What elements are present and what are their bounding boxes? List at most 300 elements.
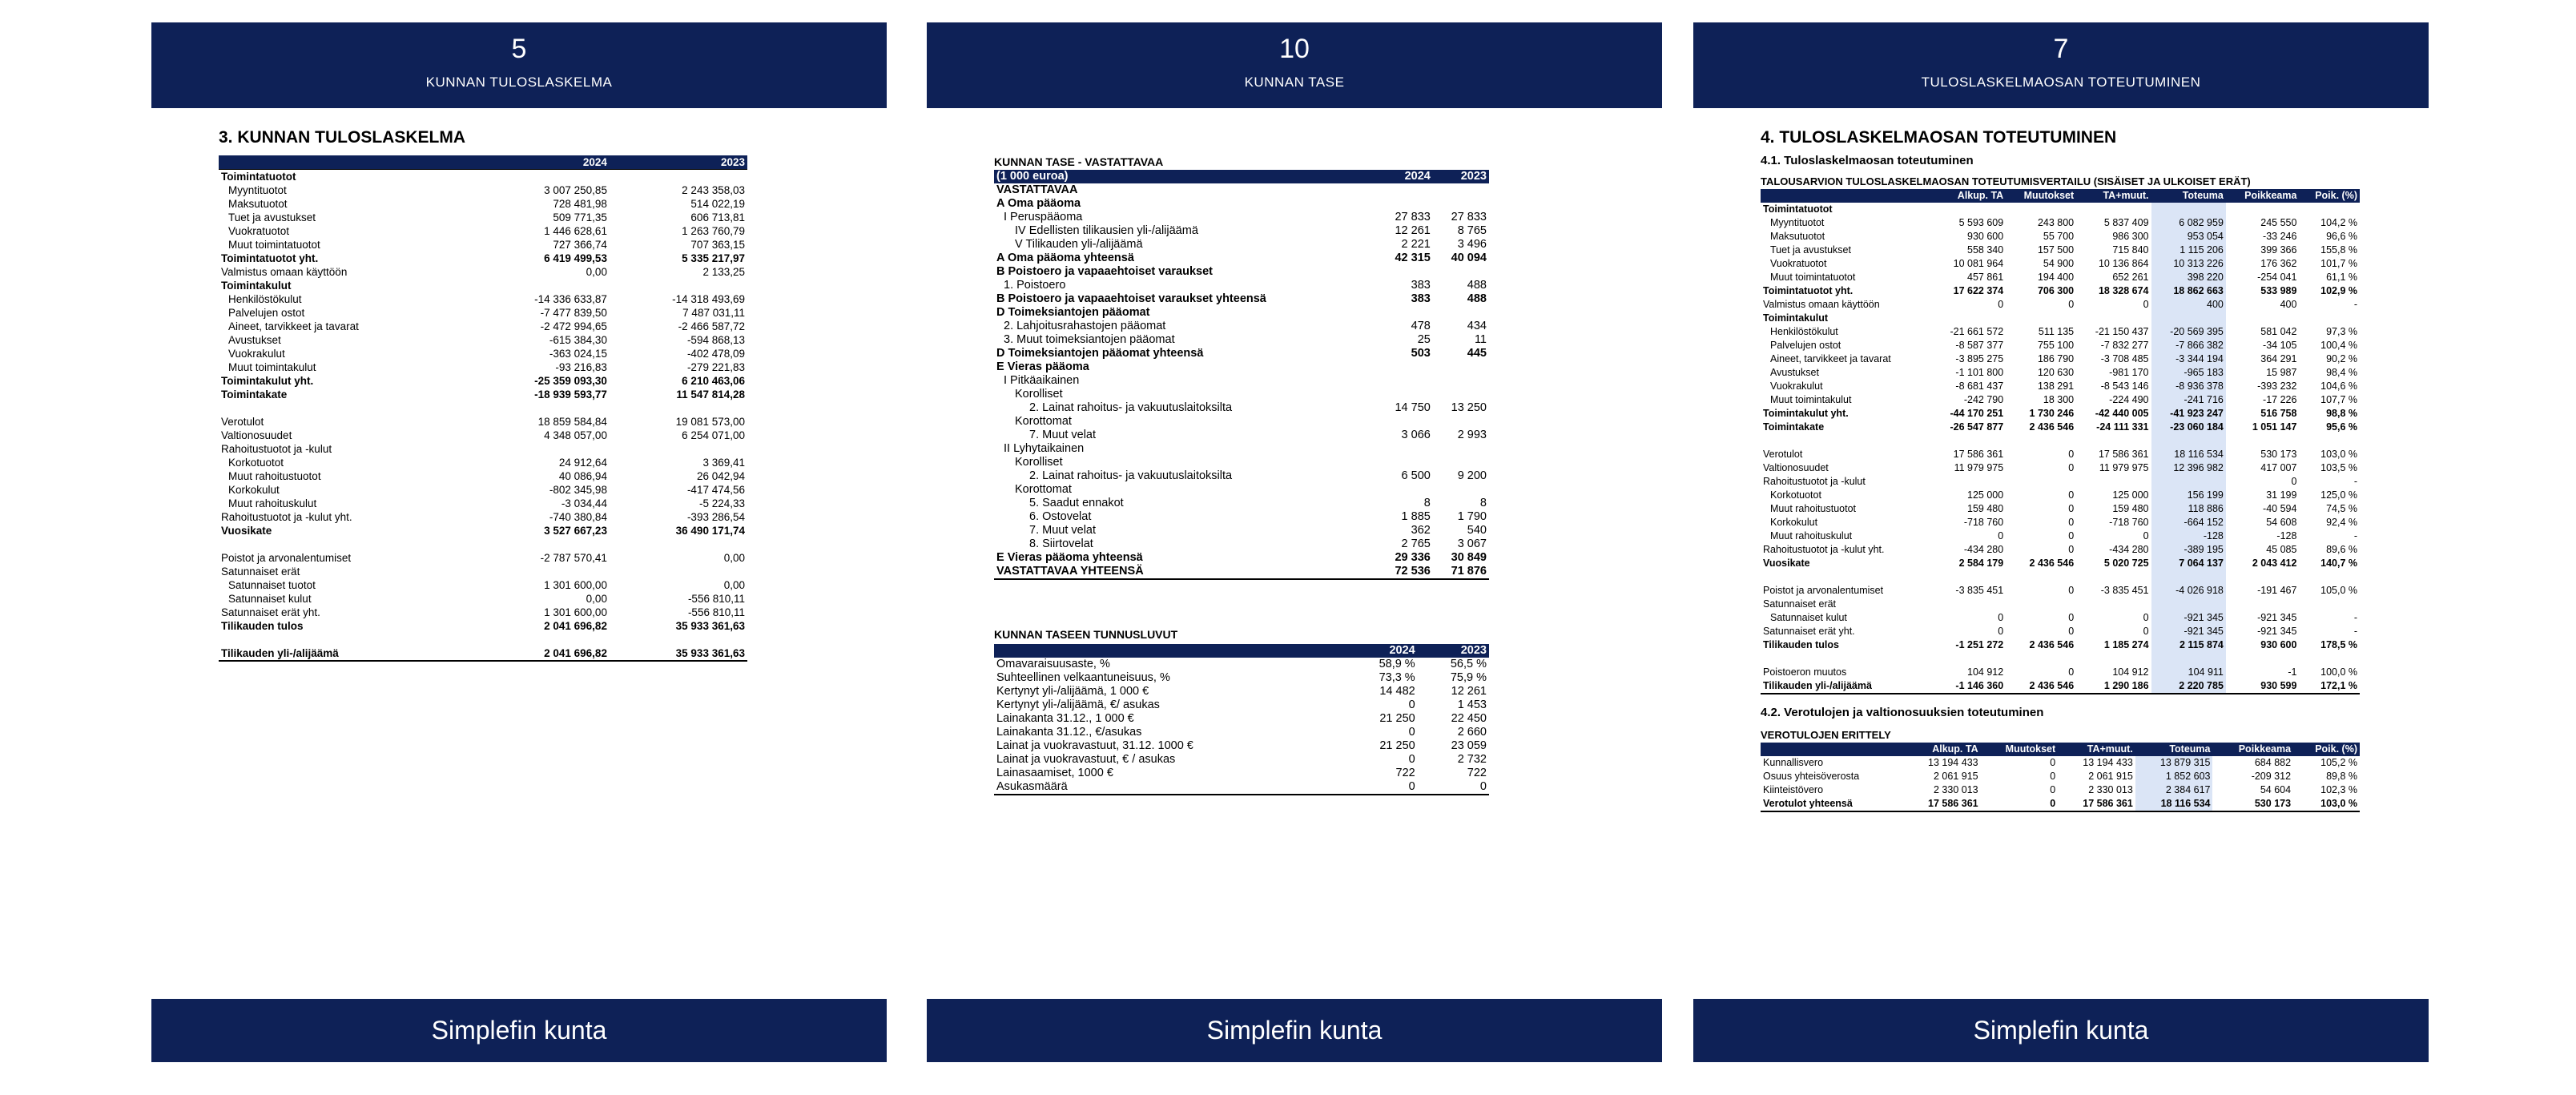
row-label: I Pitkäaikainen: [1004, 374, 1080, 387]
cell-value: 10 081 964: [1953, 258, 2004, 269]
cell-value: [1377, 415, 1433, 429]
row-label: Tilikauden yli-/alijäämä: [1761, 679, 1931, 694]
table-row: [994, 510, 1489, 524]
cell-value: -718 760: [1963, 517, 2004, 528]
cell-value: 107,7 %: [2320, 394, 2357, 405]
row-label: [219, 401, 472, 415]
table-row: [1761, 797, 2360, 811]
cell-value: 0: [2143, 299, 2149, 310]
cell-value: 172,1 %: [2299, 679, 2360, 694]
cell-value: 1 885: [1401, 510, 1431, 523]
cell-value: 383: [1411, 292, 1431, 305]
column-header: 2024: [472, 155, 610, 170]
page-toteutuminen: [1693, 0, 2429, 1095]
cell-value: 102,3 %: [2320, 784, 2357, 795]
cell-value: -128: [2151, 529, 2226, 543]
section-heading: 3. KUNNAN TULOSLASKELMA: [219, 128, 465, 147]
cell-value: 19 081 573,00: [675, 416, 745, 428]
cell-value: 930 600: [1967, 231, 2004, 242]
table-row: [994, 360, 1489, 374]
cell-value: [1931, 312, 2006, 325]
row-label: Rahoitustuotot ja -kulut: [221, 443, 332, 455]
table-row: [994, 265, 1489, 279]
table-row: [219, 333, 747, 347]
row-label: Verotulot: [221, 416, 264, 428]
cell-value: 5 020 725: [2103, 558, 2149, 569]
cell-value: 11: [1474, 333, 1487, 346]
row-label: Valmistus omaan käyttöön: [1763, 299, 1880, 310]
cell-value: 0: [2050, 757, 2056, 768]
cell-value: 0: [2068, 666, 2075, 678]
cell-value: 18 328 674: [2098, 285, 2149, 296]
cell-value: -: [2353, 530, 2357, 541]
row-label: Toimintakate: [1763, 421, 1825, 433]
row-label: Kiinteistövero: [1763, 784, 1824, 795]
table-row: [219, 578, 747, 592]
column-header: 2024: [1346, 644, 1417, 658]
cell-value: 417 007: [2260, 462, 2297, 473]
cell-value: 73,3 %: [1379, 671, 1415, 684]
cell-value: -1 101 800: [1955, 367, 2004, 378]
table-row: [994, 685, 1489, 698]
table-row: [994, 333, 1489, 347]
cell-value: 3 066: [1401, 429, 1431, 441]
cell-value: 1 263 760,79: [682, 225, 745, 237]
cell-value: 1 290 186: [2076, 679, 2151, 694]
cell-value: 6 210 463,06: [682, 375, 745, 387]
cell-value: -740 380,84: [549, 511, 607, 523]
row-label: Toimintatuotot yht.: [1763, 285, 1854, 296]
row-label: Aineet, tarvikkeet ja tavarat: [1770, 353, 1891, 364]
column-header: [1761, 189, 1931, 203]
cell-value: 707 363,15: [690, 239, 745, 251]
cell-value: 178,5 %: [2320, 639, 2357, 650]
column-header: Toteuma: [2151, 189, 2226, 203]
table-row: [219, 619, 747, 633]
table-row: [994, 551, 1489, 565]
cell-value: -7 477 839,50: [540, 307, 607, 319]
cell-value: 2 061 915: [1933, 771, 1978, 782]
cell-value: 0: [2068, 530, 2075, 541]
row-label: Maksutuotot: [1770, 231, 1825, 242]
cell-value: [2006, 652, 2076, 666]
cell-value: -: [2353, 476, 2357, 487]
cell-value: -44 170 251: [1950, 408, 2004, 419]
cell-value: -14 318 493,69: [672, 293, 745, 305]
cell-value: 11 979 975: [2099, 462, 2149, 473]
cell-value: [1433, 265, 1489, 279]
cell-value: 159 480: [2112, 503, 2149, 514]
cell-value: [472, 565, 610, 578]
cell-value: 2 243 358,03: [682, 184, 745, 196]
row-label: [1761, 434, 1931, 448]
page-header: [151, 22, 887, 108]
row-label: [219, 633, 472, 646]
cell-value: 0: [2143, 612, 2149, 623]
cell-value: 96,6 %: [2326, 231, 2357, 242]
table-row: [994, 658, 1489, 671]
table-row: [219, 292, 747, 306]
cell-value: -8 681 437: [1955, 380, 2004, 392]
row-label: Myyntituotot: [228, 184, 287, 196]
cell-value: 0: [2143, 626, 2149, 637]
table-row: [219, 565, 747, 578]
cell-value: [1433, 388, 1489, 401]
cell-value: -965 183: [2151, 366, 2226, 380]
cell-value: 186 790: [2037, 353, 2075, 364]
cell-value: 434: [1467, 320, 1487, 332]
cell-value: [2151, 598, 2226, 611]
table-row: [219, 510, 747, 524]
column-header: Poikkeama: [2212, 743, 2293, 756]
row-label: Kertynyt yli-/alijäämä, 1 000 €: [996, 685, 1149, 698]
cell-value: 0: [2068, 299, 2075, 310]
cell-value: 8: [1423, 497, 1431, 509]
cell-value: 514 022,19: [690, 198, 745, 210]
table-row: [994, 320, 1489, 333]
cell-value: 684 882: [2254, 757, 2292, 768]
cell-value: -7 832 277: [2100, 340, 2149, 351]
page-tase: [927, 0, 1662, 1095]
cell-value: -615 384,30: [549, 334, 607, 346]
cell-value: 10 313 226: [2151, 257, 2226, 271]
cell-value: 120 630: [2037, 367, 2075, 378]
cell-value: 503: [1411, 347, 1431, 360]
table-row: [994, 224, 1489, 238]
row-label: Korottomat: [1015, 415, 1072, 428]
cell-value: 0: [2143, 530, 2149, 541]
cell-value: -2 472 994,65: [540, 320, 607, 332]
row-label: V Tilikauden yli-/alijäämä: [1015, 238, 1143, 251]
cell-value: 0,00: [586, 266, 607, 278]
cell-value: 362: [1411, 524, 1431, 537]
cell-value: 0: [2068, 503, 2075, 514]
cell-value: 31 199: [2266, 489, 2297, 501]
cell-value: 0: [1408, 726, 1415, 739]
cell-value: -594 868,13: [686, 334, 745, 346]
cell-value: 0: [2068, 462, 2075, 473]
row-label: Muut rahoituskulut: [228, 497, 317, 509]
row-label: B Poistoero ja vapaaehtoiset varaukset yhteensä: [996, 292, 1266, 305]
cell-value: 98,8 %: [2326, 408, 2357, 419]
cell-value: [2299, 598, 2360, 611]
cell-value: -402 478,09: [686, 348, 745, 360]
cell-value: 3 007 250,85: [544, 184, 607, 196]
table-row: [994, 292, 1489, 306]
row-label: Tuet ja avustukset: [1770, 244, 1851, 256]
cell-value: -2 787 570,41: [540, 552, 607, 564]
cell-value: 0: [1408, 753, 1415, 766]
row-label: Tilikauden tulos: [221, 620, 304, 632]
table-row: [1761, 516, 2360, 529]
cell-value: 27 833: [1451, 211, 1487, 223]
cell-value: 194 400: [2037, 272, 2075, 283]
cell-value: [1433, 456, 1489, 469]
cell-value: 2 436 546: [2029, 639, 2075, 650]
cell-value: 35 933 361,63: [610, 646, 747, 661]
cell-value: -434 280: [2109, 544, 2149, 555]
cell-value: 1 301 600,00: [544, 579, 607, 591]
cell-value: -23 060 184: [2151, 421, 2226, 434]
cell-value: 0: [2068, 626, 2075, 637]
cell-value: 1 185 274: [2103, 639, 2149, 650]
cell-value: 1 301 600,00: [544, 606, 607, 618]
cell-value: 2 041 696,82: [544, 620, 607, 632]
cell-value: 2 384 617: [2135, 783, 2213, 797]
table-row: [994, 197, 1489, 211]
cell-value: 14 482: [1379, 685, 1415, 698]
table-row: [1761, 543, 2360, 557]
table-row: [219, 238, 747, 252]
table-row: [219, 183, 747, 197]
table-row: [994, 347, 1489, 360]
cell-value: 0,00: [586, 593, 607, 605]
cell-value: 2 043 412: [2252, 558, 2297, 569]
cell-value: -191 467: [2257, 585, 2297, 596]
cell-value: 0,00: [723, 579, 745, 591]
cell-value: 125 000: [1967, 489, 2004, 501]
cell-value: 3 496: [1457, 238, 1487, 251]
table-row: [1761, 783, 2360, 797]
cell-value: -363 024,15: [549, 348, 607, 360]
table-row: [1761, 598, 2360, 611]
cell-value: 74,5 %: [2326, 503, 2357, 514]
section-heading: 4. TULOSLASKELMAOSAN TOTEUTUMINEN: [1761, 128, 2117, 147]
cell-value: 399 366: [2260, 244, 2297, 256]
row-label: E Vieras pääoma: [996, 360, 1089, 373]
cell-value: 9 200: [1457, 469, 1487, 482]
cell-value: -93 216,83: [555, 361, 607, 373]
cell-value: 25: [1417, 333, 1431, 346]
cell-value: [2076, 203, 2151, 216]
cell-value: -556 810,11: [687, 593, 745, 605]
cell-value: [1377, 197, 1433, 211]
row-label: VASTATTAVAA: [996, 183, 1078, 196]
cell-value: 755 100: [2037, 340, 2075, 351]
row-label: Muut toimintakulut: [228, 361, 316, 373]
column-header: [994, 644, 1346, 658]
subsection-heading: 4.2. Verotulojen ja valtionosuuksien toteutuminen: [1761, 706, 2044, 719]
cell-value: [2226, 203, 2300, 216]
cell-value: 400: [2151, 298, 2226, 312]
cell-value: [472, 442, 610, 456]
page-number: 7: [2053, 34, 2069, 64]
row-label: Lainasaamiset, 1000 €: [996, 767, 1113, 779]
table-row: [1761, 652, 2360, 666]
cell-value: -921 345: [2257, 626, 2297, 637]
cell-value: [2151, 652, 2226, 666]
table-row: [1761, 756, 2360, 770]
cell-value: 58,9 %: [1379, 658, 1415, 670]
cell-value: 2 732: [1457, 753, 1487, 766]
row-label: Osuus yhteisöverosta: [1763, 771, 1860, 782]
cell-value: -1 146 360: [1931, 679, 2006, 694]
cell-value: 0: [2068, 489, 2075, 501]
cell-value: 40 086,94: [558, 470, 607, 482]
table-row: [1761, 284, 2360, 298]
table-row: [994, 671, 1489, 685]
cell-value: 6 082 959: [2151, 216, 2226, 230]
cell-value: [472, 170, 610, 184]
cell-value: -1: [2288, 666, 2297, 678]
cell-value: 715 840: [2112, 244, 2149, 256]
row-label: Verotulot: [1763, 449, 1803, 460]
table-row: [994, 306, 1489, 320]
cell-value: 35 933 361,63: [675, 620, 745, 632]
cell-value: [1377, 388, 1433, 401]
row-label: Avustukset: [228, 334, 281, 346]
cell-value: [610, 565, 747, 578]
cell-value: -33 246: [2263, 231, 2297, 242]
cell-value: 17 586 361: [2058, 797, 2135, 811]
cell-value: -2 466 587,72: [678, 320, 745, 332]
cell-value: [610, 537, 747, 551]
cell-value: 104 911: [2151, 666, 2226, 679]
row-label: Rahoitustuotot ja -kulut yht.: [221, 511, 352, 523]
row-label: Valmistus omaan käyttöön: [221, 266, 348, 278]
cell-value: 45 085: [2266, 544, 2297, 555]
cell-value: 2 584 179: [1958, 558, 2004, 569]
table-row: [994, 537, 1489, 551]
table-title: KUNNAN TASE - VASTATTAVAA: [994, 155, 1164, 168]
cell-value: 55 700: [2043, 231, 2075, 242]
row-label: D Toimeksiantojen pääomat yhteensä: [996, 347, 1204, 360]
cell-value: 8: [1479, 497, 1487, 509]
table-row: [219, 252, 747, 265]
table-row: [994, 442, 1489, 456]
cell-value: 457 861: [1967, 272, 2004, 283]
cell-value: -7 866 382: [2151, 339, 2226, 352]
cell-value: [2299, 652, 2360, 666]
column-header: Toteuma: [2135, 743, 2213, 756]
cell-value: 105,0 %: [2320, 585, 2357, 596]
cell-value: 2 660: [1457, 726, 1487, 739]
row-label: 7. Muut velat: [1029, 524, 1097, 537]
cell-value: 727 366,74: [553, 239, 607, 251]
cell-value: [2226, 598, 2300, 611]
cell-value: -8 936 378: [2151, 380, 2226, 393]
table-row: [219, 497, 747, 510]
table-row: [1761, 502, 2360, 516]
cell-value: [2226, 570, 2300, 584]
cell-value: 2 765: [1401, 537, 1431, 550]
row-label: Satunnaiset erät: [221, 566, 300, 578]
cell-value: 1 453: [1457, 698, 1487, 711]
cell-value: 15 987: [2266, 367, 2297, 378]
cell-value: -393 232: [2257, 380, 2297, 392]
table-header-row: [219, 155, 747, 170]
cell-value: 61,1 %: [2326, 272, 2357, 283]
table-row: [994, 279, 1489, 292]
cell-value: 22 450: [1451, 712, 1487, 725]
cell-value: 26 042,94: [696, 470, 745, 482]
row-label: Henkilöstökulut: [1770, 326, 1838, 337]
cell-value: [1931, 434, 2006, 448]
cell-value: -981 170: [2109, 367, 2149, 378]
cell-value: -556 810,11: [687, 606, 745, 618]
cell-value: 0,00: [723, 552, 745, 564]
row-label: Vuokrakulut: [1770, 380, 1823, 392]
cell-value: [610, 442, 747, 456]
cell-value: 0: [1418, 780, 1489, 795]
cell-value: -8 543 146: [2100, 380, 2149, 392]
table-row: [994, 712, 1489, 726]
table-row: [994, 429, 1489, 442]
cell-value: -434 280: [1963, 544, 2004, 555]
row-label: Tuet ja avustukset: [228, 211, 316, 223]
table-row: [994, 374, 1489, 388]
table-row: [219, 415, 747, 429]
row-label: Korolliset: [1015, 456, 1063, 469]
row-label: Vuokratuotot: [1770, 258, 1827, 269]
table-row: [219, 360, 747, 374]
row-label: Vuokrakulut: [228, 348, 285, 360]
cell-value: 3 527 667,23: [544, 525, 607, 537]
cell-value: -209 312: [2251, 771, 2292, 782]
cell-value: 5 837 409: [2103, 217, 2149, 228]
cell-value: [2226, 652, 2300, 666]
row-label: Toimintakulut yht.: [1763, 408, 1849, 419]
table-row: [994, 767, 1489, 780]
cell-value: -21 661 572: [1950, 326, 2004, 337]
table-row: [219, 483, 747, 497]
cell-value: [472, 537, 610, 551]
cell-value: -18 939 593,77: [534, 388, 607, 401]
row-label: B Poistoero ja vapaaehtoiset varaukset: [996, 265, 1213, 278]
income-statement-table: [219, 155, 747, 662]
cell-value: [1377, 183, 1433, 197]
table-row: [1761, 421, 2360, 434]
table-row: [219, 401, 747, 415]
cell-value: [1377, 442, 1433, 456]
cell-value: 530 173: [2260, 449, 2297, 460]
row-label: Rahoitustuotot ja -kulut yht.: [1763, 544, 1885, 555]
cell-value: 4 348 057,00: [544, 429, 607, 441]
cell-value: [2299, 434, 2360, 448]
cell-value: 1 790: [1457, 510, 1487, 523]
cell-value: 0: [1998, 530, 2004, 541]
row-label: 3. Muut toimeksiantojen pääomat: [1004, 333, 1175, 346]
cell-value: 12 261: [1451, 685, 1487, 698]
row-label: VASTATTAVAA YHTEENSÄ: [994, 565, 1377, 579]
row-label: Korkokulut: [1770, 517, 1818, 528]
cell-value: -393 286,54: [686, 511, 745, 523]
table-row: [994, 524, 1489, 537]
row-label: Toimintakate: [221, 388, 288, 401]
column-header: Poik. (%): [2293, 743, 2360, 756]
cell-value: 11 979 975: [1954, 462, 2004, 473]
table-row: [219, 606, 747, 619]
row-label: Palvelujen ostot: [228, 307, 305, 319]
row-label: Korottomat: [1015, 483, 1072, 496]
row-label: Henkilöstökulut: [228, 293, 302, 305]
table-row: [1761, 298, 2360, 312]
cell-value: -389 195: [2151, 543, 2226, 557]
row-label: Suhteellinen velkaantuneisuus, %: [996, 671, 1170, 684]
row-label: Kunnallisvero: [1763, 757, 1824, 768]
table-row: [219, 265, 747, 279]
cell-value: -921 345: [2151, 625, 2226, 638]
row-label: Muut rahoituskulut: [1770, 530, 1853, 541]
cell-value: 511 135: [2038, 326, 2075, 337]
cell-value: -279 221,83: [686, 361, 745, 373]
row-label: Maksutuotot: [228, 198, 288, 210]
cell-value: 125,0 %: [2320, 489, 2357, 501]
table-row: [219, 592, 747, 606]
table-row: [219, 388, 747, 401]
cell-value: -3 708 485: [2100, 353, 2149, 364]
cell-value: 157 500: [2037, 244, 2075, 256]
